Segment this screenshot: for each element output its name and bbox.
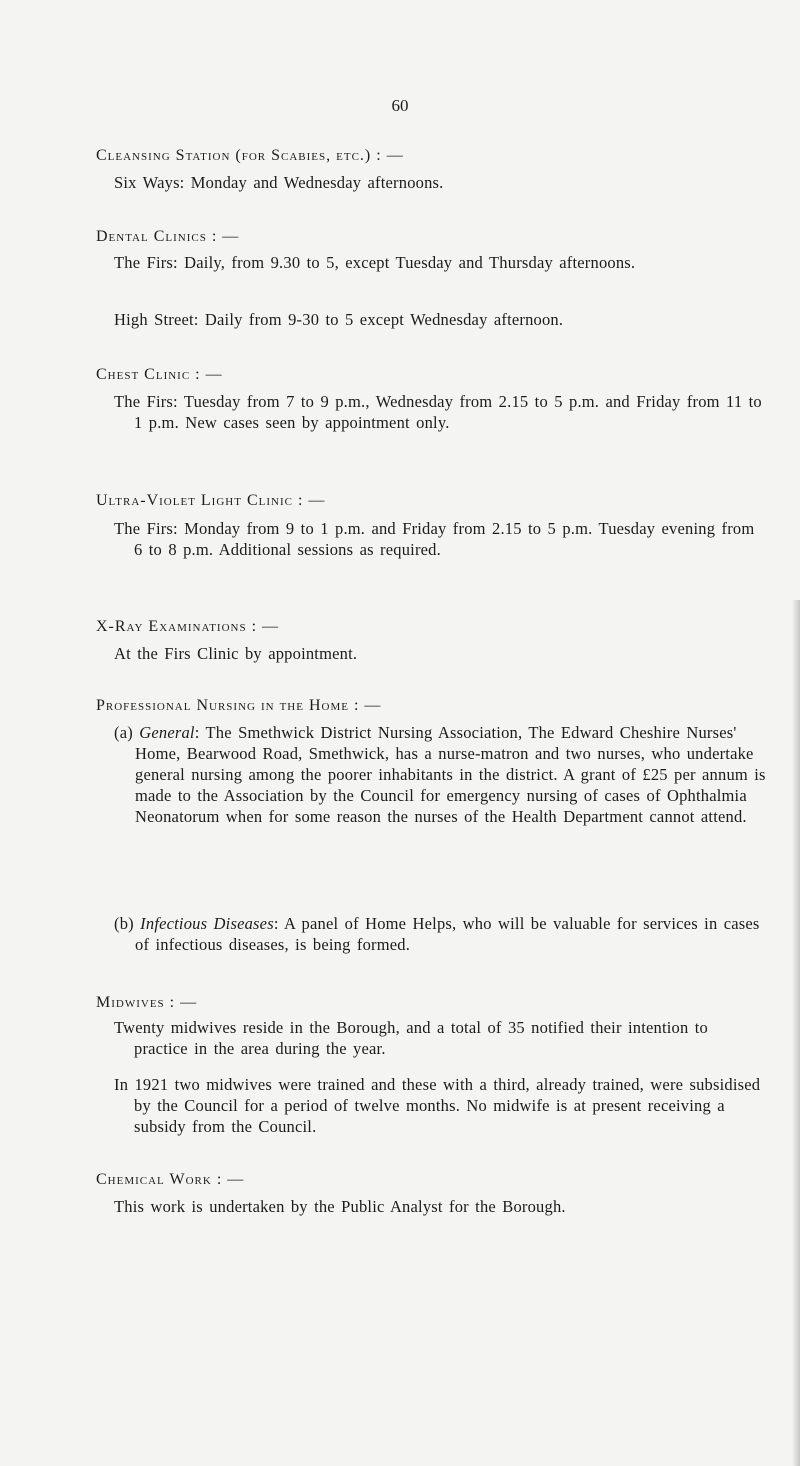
- dental-high-street-text: High Street: Daily from 9-30 to 5 except Wednesday afternoon.: [114, 310, 564, 329]
- x-ray-text: At the Firs Clinic by appointment.: [114, 644, 358, 663]
- dental-firs-text: The Firs: Daily, from 9.30 to 5, except Tuesday and Thursday afternoons.: [114, 253, 636, 272]
- dental-clinics-heading: Dental Clinics : —: [96, 228, 240, 245]
- nursing-item-general: [114, 722, 775, 827]
- x-ray-heading: X-Ray Examinations : —: [96, 618, 280, 635]
- scan-shadow: [792, 600, 800, 1466]
- chemical-work-heading: Chemical Work : —: [96, 1171, 245, 1188]
- chest-clinic-text: The Firs: Tuesday from 7 to 9 p.m., Wednesday from 2.15 to 5 p.m. and Friday from 11 to 1 p.m. New cases seen by appointment only.: [114, 392, 762, 432]
- midwives-heading: Midwives : —: [96, 994, 198, 1011]
- ultra-violet-heading: Ultra-Violet Light Clinic : —: [96, 492, 326, 509]
- page-number: 60: [391, 96, 409, 115]
- midwives-text-1: Twenty midwives reside in the Borough, and a total of 35 notified their intention to practice in the area during the year.: [114, 1018, 708, 1058]
- chemical-work-text: This work is undertaken by the Public Analyst for the Borough.: [114, 1197, 566, 1216]
- item-text: : The Smethwick District Nursing Association, The Edward Cheshire Nurses' Home, Bearwood Road, Smethwick, has a nurse-matron and two nurses, who undertake general nursing among the poorer inhabitants in the district. A grant of £25 per annum is made to the Association by the Council for emergency nursing of cases of Ophthalmia Neonatorum when for some reason the nurses of the Health Department cannot attend.: [135, 723, 766, 826]
- item-marker: (a): [114, 723, 133, 742]
- item-title: General: [139, 723, 195, 742]
- ultra-violet-text: The Firs: Monday from 9 to 1 p.m. and Friday from 2.15 to 5 p.m. Tuesday evening from 6 to 8 p.m. Additional sessions as required.: [114, 519, 755, 559]
- item-marker: (b): [114, 914, 134, 933]
- cleansing-station-heading: Cleansing Station (for Scabies, etc.) : —: [96, 147, 404, 164]
- item-title: Infectious Diseases: [140, 914, 274, 933]
- midwives-text-2: In 1921 two midwives were trained and these with a third, already trained, were subsidised by the Council for a period of twelve months. No midwife is at present receiving a subsidy from the Council.: [114, 1075, 761, 1136]
- professional-nursing-heading: Professional Nursing in the Home : —: [96, 697, 382, 714]
- cleansing-station-text: Six Ways: Monday and Wednesday afternoons.: [114, 173, 444, 192]
- nursing-item-infectious: [114, 913, 775, 955]
- chest-clinic-heading: Chest Clinic : —: [96, 366, 223, 383]
- item-text: : A panel of Home Helps, who will be valuable for services in cases of infectious diseases, is being formed.: [135, 914, 760, 954]
